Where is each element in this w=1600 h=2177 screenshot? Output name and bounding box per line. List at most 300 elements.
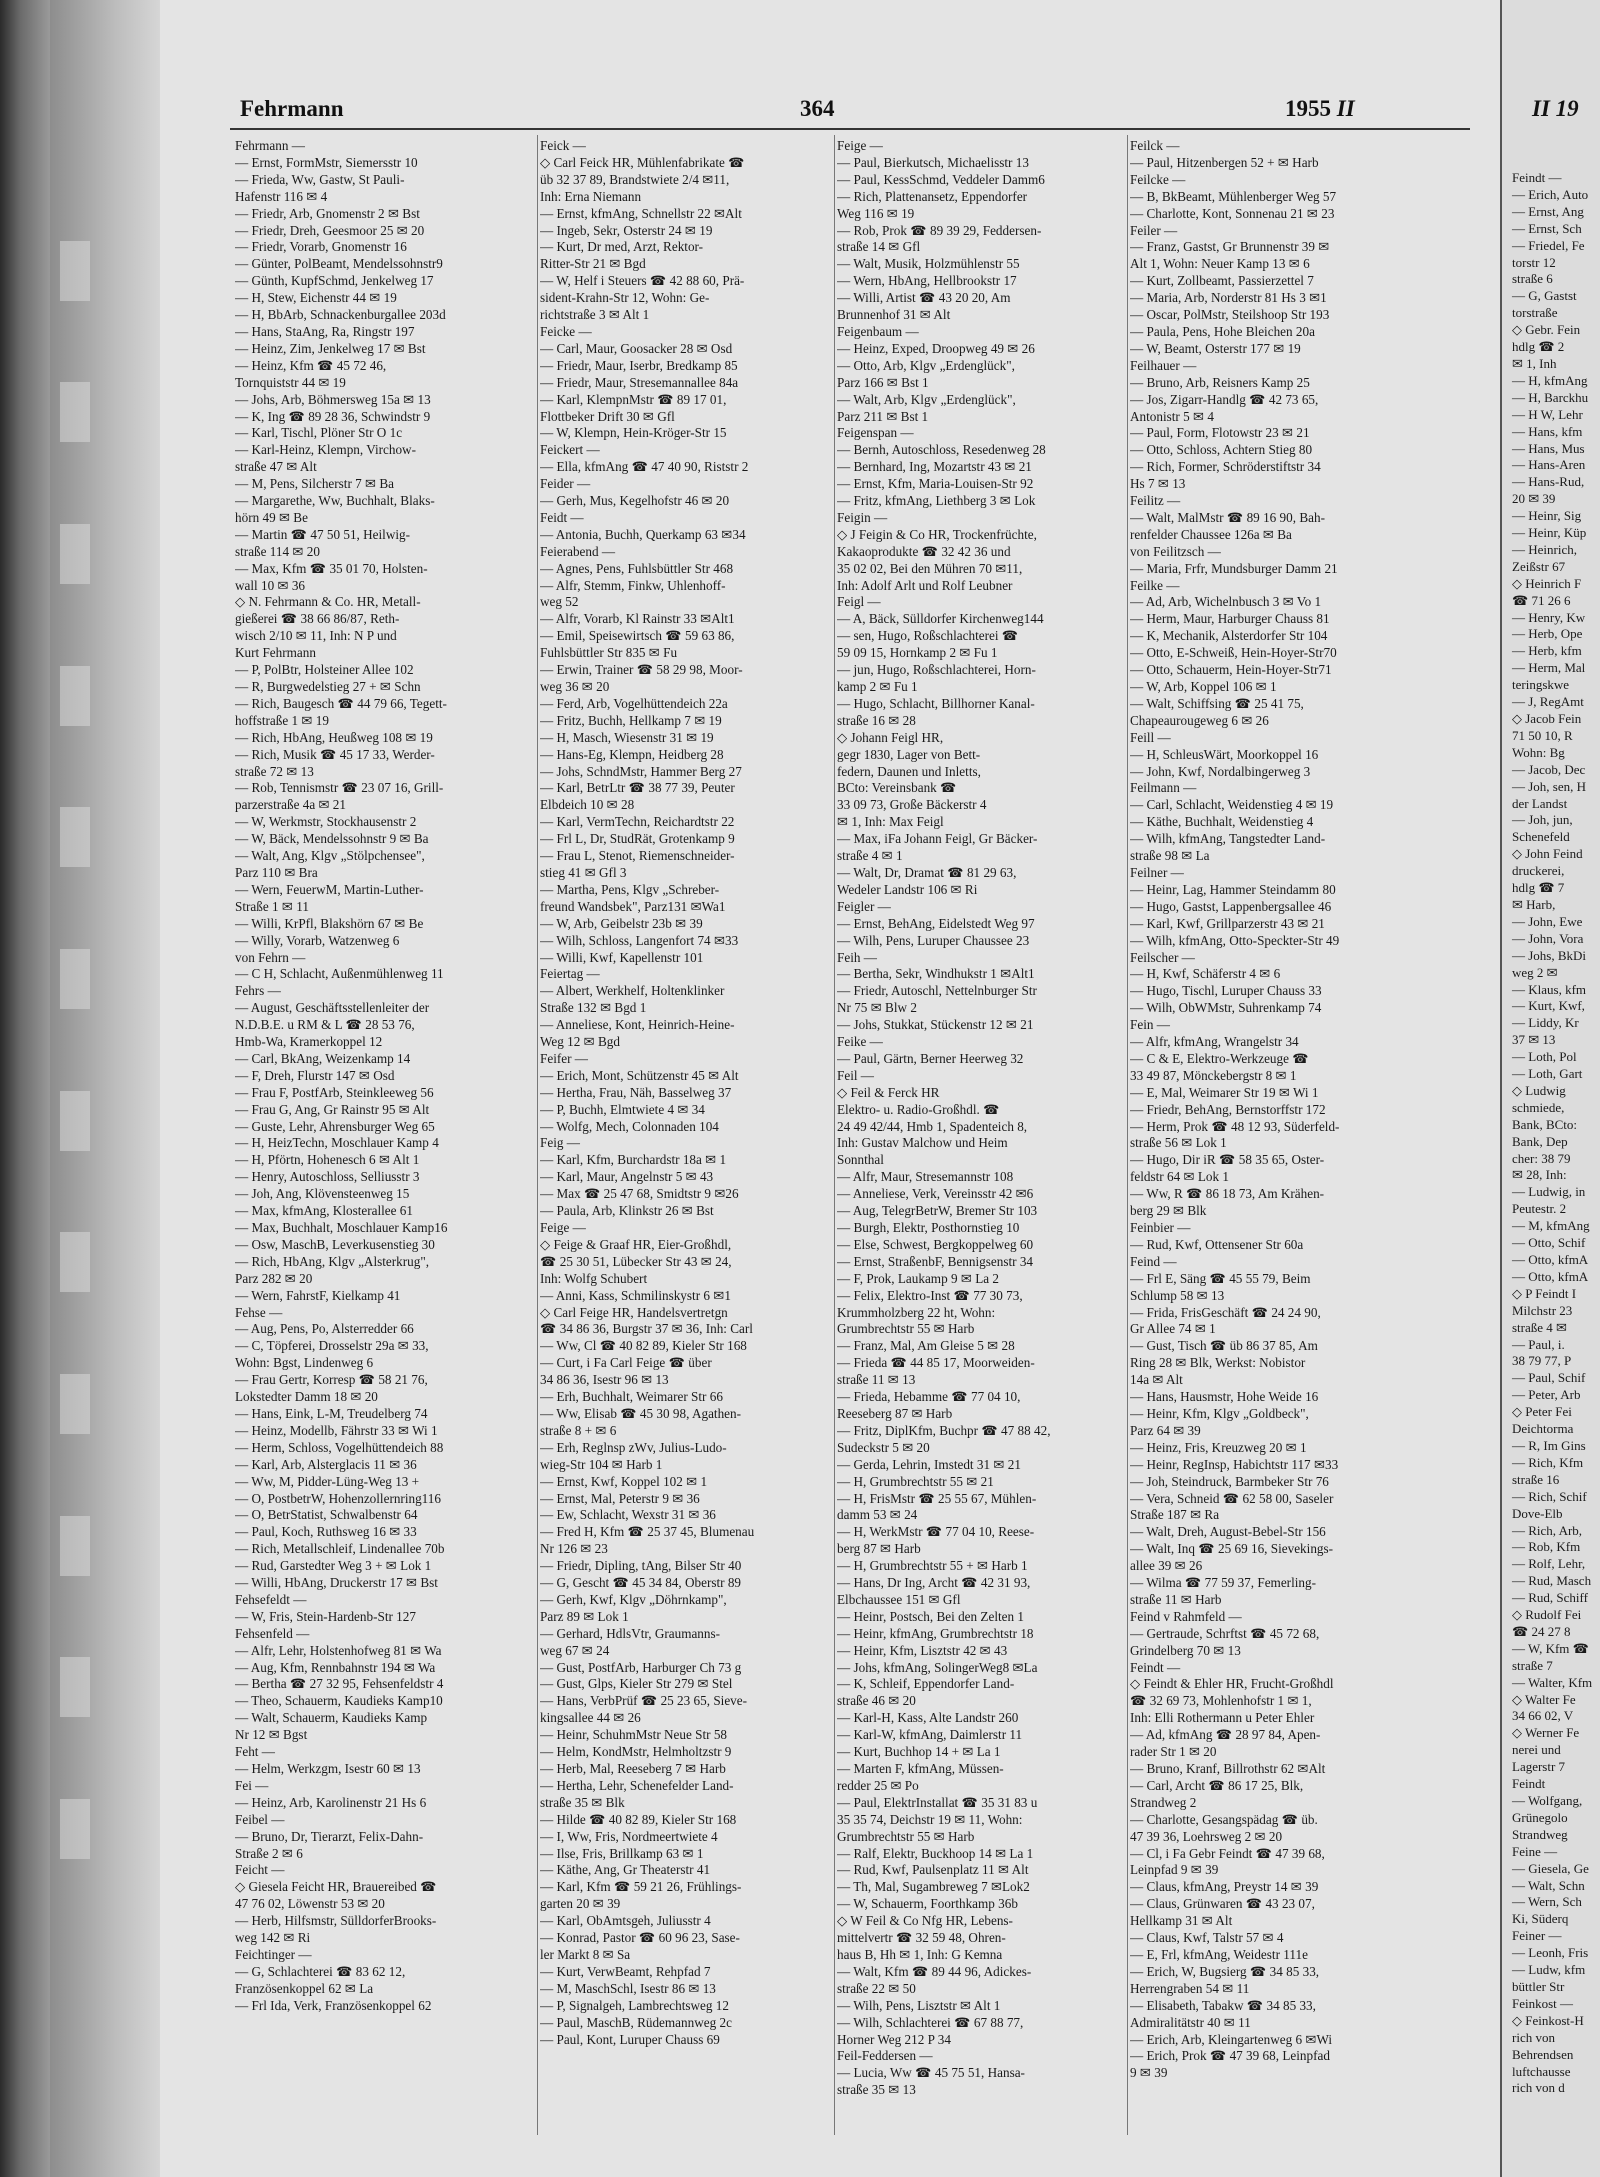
directory-entry-line: — jun, Hugo, Roßschlachterei, Horn- [837,662,1036,678]
directory-entry-line: — Rob, Prok ☎ 89 39 29, Feddersen- [837,222,1042,238]
directory-entry-line: — Helm, Werkzgm, Isestr 60 ✉ 13 [235,1761,421,1776]
directory-entry-line: ler Markt 8 ✉ Sa [540,1946,631,1962]
facing-entry-line: der Landst [1512,795,1568,811]
directory-entry-line: straße 35 ✉ Blk [540,1794,625,1810]
directory-entry-line: kamp 2 ✉ Fu 1 [837,679,918,694]
directory-entry-line: — Ww, M, Pidder-Lüng-Weg 13 + [235,1473,420,1489]
directory-entry-line: — Konrad, Pastor ☎ 60 96 23, Sase- [540,1930,740,1946]
facing-entry-line: — Ludw, kfm [1512,1962,1586,1978]
directory-entry-line: Parz 64 ✉ 39 [1130,1422,1201,1438]
directory-entry-line: — Anni, Kass, Schmilinskystr 6 ✉1 [540,1287,731,1303]
directory-entry-line: Feilner — [1130,864,1184,880]
directory-entry-line: — Fritz, Buchh, Hellkamp 7 ✉ 19 [540,712,722,728]
facing-entry-line: — Klaus, kfm [1512,981,1587,997]
directory-entry-line: — Heinz, Fris, Kreuzweg 20 ✉ 1 [1130,1439,1307,1455]
directory-entry-line: — Frida, FrisGeschäft ☎ 24 24 90, [1130,1304,1321,1320]
directory-entry-line: — Bertha, Sekr, Windhukstr 1 ✉Alt1 [837,966,1035,982]
facing-entry-line: Bank, Dep [1512,1133,1568,1149]
facing-entry-line: — Heinr, Küp [1512,525,1587,541]
directory-entry-line: Feibel — [235,1811,285,1827]
directory-entry-line: straße 14 ✉ Gfl [837,239,921,255]
directory-entry-line: — Paul, Bierkutsch, Michaelisstr 13 [837,154,1029,170]
directory-entry-line: — Heinz, Modellb, Fährstr 33 ✉ Wi 1 [235,1422,438,1438]
facing-entry-line: — John, Vora [1512,930,1584,946]
directory-entry-line: — Gerh, Mus, Kegelhofstr 46 ✉ 20 [540,493,730,509]
directory-entry-line: — Bruno, Kranf, Billrothstr 62 ✉Alt [1130,1761,1326,1776]
directory-entry-line: — Friedr, Maur, Stresemannallee 84a [540,374,739,390]
directory-entry-line: — Frl E, Säng ☎ 45 55 79, Beim [1130,1270,1311,1286]
directory-entry-line: 33 09 73, Große Bäckerstr 4 [837,797,987,813]
facing-entry-line: — Ludwig, in [1512,1184,1586,1200]
directory-entry-line: — Günter, PolBeamt, Mendelssohnstr9 [235,256,443,272]
directory-entry-line: — Walt, Arb, Klgv „Erdenglück", [837,391,1016,407]
facing-entry-line: — Joh, sen, H [1512,778,1587,794]
directory-entry-line: Feiertag — [540,966,600,982]
facing-entry-line: — Wolfgang, [1512,1793,1583,1808]
facing-entry-line: luftchausse [1512,2063,1571,2079]
facing-entry-line: — Wern, Sch [1512,1894,1582,1910]
directory-entry-line: — Paul, Form, Flotowstr 23 ✉ 21 [1130,425,1310,441]
facing-entry-line: ☎ 71 26 6 [1512,592,1571,608]
facing-entry-line: Zeißstr 67 [1512,558,1566,574]
directory-entry-line: — B, BkBeamt, Mühlenberger Weg 57 [1130,188,1337,204]
directory-entry-line: — K, Ing ☎ 89 28 36, Schwindstr 9 [235,408,431,424]
directory-entry-line: — Ernst, Kfm, Maria-Louisen-Str 92 [837,476,1034,492]
directory-entry-line: — Hans, Eink, L-M, Treudelberg 74 [235,1405,428,1421]
facing-entry-line: — Ernst, Sch [1512,220,1582,236]
directory-entry-line: 35 35 74, Deichstr 19 ✉ 11, Wohn: [837,1811,1023,1827]
directory-entry-line: — Hans, StaAng, Ra, Ringstr 197 [235,323,415,339]
directory-entry-line: — H, Stew, Eichenstr 44 ✉ 19 [235,290,397,306]
directory-entry-line: Alt 1, Wohn: Neuer Kamp 13 ✉ 6 [1130,256,1310,272]
directory-entry-line: straße 98 ✉ La [1130,848,1210,864]
directory-entry-line: freund Wandsbek", Parz131 ✉Wa1 [540,898,726,914]
directory-entry-line: — H, Pförtn, Hohenesch 6 ✉ Alt 1 [235,1152,420,1168]
directory-entry-line: — Johs, Stukkat, Stückenstr 12 ✉ 21 [837,1017,1034,1033]
directory-entry-line: — Heinr, Postsch, Bei den Zelten 1 [837,1608,1024,1624]
directory-entry-line: Feigenbaum — [837,323,919,339]
directory-entry-line: Horner Weg 212 P 34 [837,2031,951,2047]
directory-entry-line: — R, Burgwedelstieg 27 + ✉ Schn [235,679,421,694]
directory-entry-line: — Paula, Arb, Klinkstr 26 ✉ Bst [540,1203,714,1219]
directory-entry-line: — H, Masch, Wiesenstr 31 ✉ 19 [540,729,714,745]
directory-entry-line: — Walt, Schiffsing ☎ 25 41 75, [1130,695,1304,711]
facing-entry-line: hdlg ☎ 2 [1512,339,1565,355]
directory-entry-line: — Heinz, Arb, Karolinenstr 21 Hs 6 [235,1794,427,1810]
directory-entry-line: — G, Gescht ☎ 45 34 84, Oberstr 89 [540,1575,742,1591]
directory-entry-line: ☎ 25 30 51, Lübecker Str 43 ✉ 24, [540,1253,732,1269]
directory-entry-line: — Franz, Gastst, Gr Brunnenstr 39 ✉ [1130,239,1330,255]
directory-entry-line: — Hilde ☎ 40 82 89, Kieler Str 168 [540,1811,737,1827]
directory-entry-line: — Agnes, Pens, Fuhlsbüttler Str 468 [540,560,734,576]
directory-entry-line: Nr 75 ✉ Blw 2 [837,1000,917,1016]
directory-entry-line: — Friedr, BehAng, Bernstorffstr 172 [1130,1101,1326,1117]
directory-entry-line: — Kurt, Zollbeamt, Passierzettel 7 [1130,273,1314,289]
directory-entry-line: — Karl, Arb, Alsterglacis 11 ✉ 36 [235,1456,417,1472]
directory-entry-line: Feill — [1130,729,1171,745]
directory-entry-line: — C H, Schlacht, Außenmühlenweg 11 [235,966,444,982]
directory-entry-line: — Paul, ElektrInstallat ☎ 35 31 83 u [837,1794,1038,1810]
directory-entry-line: — Fritz, kfmAng, Liethberg 3 ✉ Lok [837,493,1036,509]
directory-entry-line: — P, Buchh, Elmtwiete 4 ✉ 34 [540,1101,705,1117]
facing-entry-line: ◇ Feinkost-H [1512,2012,1584,2028]
directory-entry-line: feldstr 64 ✉ Lok 1 [1130,1169,1229,1185]
directory-entry-line: — Frau L, Stenot, Riemenschneider- [540,848,735,864]
directory-entry-line: — W, Werkmstr, Stockhausenstr 2 [235,814,417,830]
facing-entry-line: — Johs, BkDi [1512,947,1587,963]
directory-entry-line: — Paula, Pens, Hohe Bleichen 20a [1130,323,1315,339]
directory-entry-line: ◇ Carl Feick HR, Mühlenfabrikate ☎ [540,154,745,170]
facing-entry-line: druckerei, [1512,863,1565,879]
facing-entry-line: — Heinrich, [1512,541,1577,557]
directory-entry-line: — Käthe, Ang, Gr Theaterstr 41 [540,1862,711,1878]
directory-entry-line: — Anneliese, Kont, Heinrich-Heine- [540,1017,735,1033]
directory-entry-line: ✉ 1, Inh: Max Feigl [837,814,944,830]
facing-entry-line: ◇ Walter Fe [1512,1691,1576,1707]
directory-entry-line: Grumbrechtstr 55 ✉ Harb [837,1321,975,1337]
directory-entry-line: — Martin ☎ 47 50 51, Heilwig- [235,526,411,542]
directory-entry-line: Flottbeker Drift 30 ✉ Gfl [540,408,675,424]
directory-entry-line: 14a ✉ Alt [1130,1372,1183,1388]
directory-entry-line: straße 16 ✉ 28 [837,712,916,728]
directory-entry-line: — Rich, Former, Schröderstiftstr 34 [1130,459,1321,475]
facing-page-head: II 19 [1532,96,1579,121]
directory-entry-line: — Ralf, Elektr, Buckhoop 14 ✉ La 1 [837,1845,1034,1861]
directory-entry-line: — H, Kwf, Schäferstr 4 ✉ 6 [1130,966,1281,982]
directory-entry-line: — Hertha, Frau, Näh, Basselweg 37 [540,1084,732,1100]
directory-entry-line: — Charlotte, Gesangspädag ☎ üb. [1130,1811,1318,1827]
directory-entry-line: Schlump 58 ✉ 13 [1130,1287,1225,1303]
directory-entry-line: Elektro- u. Radio-Großhdl. ☎ [837,1101,1000,1117]
directory-entry-line: garten 20 ✉ 39 [540,1896,621,1912]
directory-entry-line: — Otto, Arb, Klgv „Erdenglück", [837,357,1015,373]
directory-entry-line: federn, Daunen und Inletts, [837,763,981,779]
directory-entry-line: — Max, iFa Johann Feigl, Gr Bäcker- [837,831,1038,847]
directory-entry-line: — Johs, SchndMstr, Hammer Berg 27 [540,763,742,779]
directory-entry-line: — Walt, Ang, Klgv „Stölpchensee", [235,848,425,864]
directory-entry-line: — Bernhard, Ing, Mozartstr 43 ✉ 21 [837,459,1032,475]
directory-entry-line: Feilck — [1130,138,1180,153]
directory-entry-line: — Wilh, Schloss, Langenfort 74 ✉33 [540,932,739,948]
facing-entry-line: Dove-Elb [1512,1505,1563,1521]
directory-entry-line: Feifer — [540,1050,588,1066]
directory-entry-line: — H, HeizTechn, Moschlauer Kamp 4 [235,1135,439,1151]
directory-entry-line: — Rich, HbAng, Heußweg 108 ✉ 19 [235,729,433,745]
directory-entry-line: rader Str 1 ✉ 20 [1130,1744,1217,1760]
directory-entry-line: — Curt, i Fa Carl Feige ☎ über [540,1355,712,1371]
directory-entry-line: — Karl, Tischl, Plöner Str O 1c [235,425,403,441]
directory-entry-line: — Heinz, Exped, Droopweg 49 ✉ 26 [837,340,1035,356]
facing-entry-line: — Rud, Schiff [1512,1590,1588,1606]
facing-entry-line: — Otto, Schif [1512,1235,1586,1251]
directory-entry-line: Inh: Adolf Arlt und Rolf Leubner [837,577,1013,593]
directory-entry-line: Hafenstr 116 ✉ 4 [235,188,328,204]
directory-entry-line: — E, Frl, kfmAng, Weidestr 111e [1130,1946,1308,1962]
directory-entry-line: — A, Bäck, Sülldorfer Kirchenweg144 [837,611,1044,627]
facing-entry-line: — Rich, Schif [1512,1488,1587,1504]
directory-entry-line: Gr Allee 74 ✉ 1 [1130,1321,1216,1337]
directory-entry-line: berg 29 ✉ Blk [1130,1203,1207,1219]
directory-entry-line: — Th, Mal, Sugambreweg 7 ✉Lok2 [837,1879,1030,1895]
directory-entry-line: — Rob, Tennismstr ☎ 23 07 16, Grill- [235,780,444,796]
directory-entry-line: — H, Grumbrechtstr 55 ✉ 21 [837,1473,994,1489]
facing-entry-line: 71 50 10, R [1512,727,1573,743]
directory-entry-line: kingsallee 44 ✉ 26 [540,1710,641,1726]
directory-entry-line: — Heinz, Kfm ☎ 45 72 46, [235,357,387,373]
directory-entry-line: — Wilh, kfmAng, Otto-Speckter-Str 49 [1130,932,1340,948]
facing-entry-line: — G, Gastst [1512,288,1577,304]
directory-entry-line: Feige — [540,1220,586,1235]
facing-entry-line: — Otto, kfmA [1512,1268,1589,1284]
directory-entry-line: straße 72 ✉ 13 [235,763,314,779]
directory-entry-line: Feigl — [837,594,881,610]
facing-entry-line: ✉ 1, Inh [1512,355,1557,371]
directory-entry-line: Feilke — [1130,577,1180,593]
directory-entry-line: straße 22 ✉ 50 [837,1980,916,1996]
directory-entry-line: Inh: Elli Rothermann u Peter Ehler [1130,1710,1315,1726]
facing-entry-line: — Henry, Kw [1512,609,1586,625]
facing-entry-line: straße 7 [1512,1657,1553,1673]
directory-entry-line: — Carl, Schlacht, Weidenstieg 4 ✉ 19 [1130,797,1334,813]
directory-entry-line: 33 49 87, Mönckebergstr 8 ✉ 1 [1130,1067,1297,1083]
directory-entry-line: — K, Schleif, Eppendorfer Land- [837,1676,1015,1692]
directory-entry-line: — Friedr, Arb, Gnomenstr 2 ✉ Bst [235,205,420,221]
directory-entry-line: — Walt, Inq ☎ 25 69 16, Sievekings- [1130,1541,1334,1557]
running-head-name: Fehrmann [240,96,344,121]
directory-entry-line: — Rud, Kwf, Paulsenplatz 11 ✉ Alt [837,1862,1029,1878]
facing-entry-line: Feindt — [1512,170,1562,185]
facing-entry-line: straße 6 [1512,271,1553,287]
directory-entry-line: hörn 49 ✉ Be [235,509,308,525]
facing-entry-line: — Friedel, Fe [1512,237,1585,253]
header-rule [230,128,1470,130]
directory-entry-line: — Karl, BetrLtr ☎ 38 77 39, Peuter [540,780,735,796]
directory-entry-line: — Aug, Pens, Po, Alsterredder 66 [235,1321,414,1337]
directory-entry-line: Parz 89 ✉ Lok 1 [540,1608,629,1624]
directory-entry-line: — Günth, KupfSchmd, Jenkelweg 17 [235,273,434,289]
directory-entry-line: — Willi, Artist ☎ 43 20 20, Am [837,290,1011,306]
directory-entry-line: gegr 1830, Lager von Bett- [837,746,981,762]
directory-entry-line: Fei — [235,1777,269,1793]
facing-entry-line: Feiner — [1512,1928,1562,1944]
directory-entry-line: — Frl Ida, Verk, Französenkoppel 62 [235,1997,432,2013]
directory-entry-line: N.D.B.E. u RM & L ☎ 28 53 76, [235,1017,415,1033]
directory-entry-line: Feichtinger — [235,1946,312,1962]
directory-entry-line: Feicht — [235,1862,285,1878]
directory-entry-line: — H, BbArb, Schnackenburgallee 203d [235,307,446,323]
directory-entry-line: — Hans, VerbPrüf ☎ 25 23 65, Sieve- [540,1693,748,1709]
directory-entry-line: — Max ☎ 25 47 68, Smidtstr 9 ✉26 [540,1186,739,1202]
directory-entry-line: Grindelberg 70 ✉ 13 [1130,1642,1241,1658]
directory-column-3 [837,138,1134,2099]
directory-entry-line: — Herm, Maur, Harburger Chauss 81 [1130,611,1330,627]
running-head-year: 1955 II [1285,96,1355,121]
directory-entry-line: — Heinr, Kfm, Lisztstr 42 ✉ 43 [837,1642,1008,1658]
directory-entry-line: — Herm, Prok ☎ 48 12 93, Süderfeld- [1130,1118,1340,1134]
directory-entry-line: Sudeckstr 5 ✉ 20 [837,1439,930,1455]
directory-entry-line: ◇ Giesela Feicht HR, Brauereibed ☎ [235,1879,437,1895]
directory-entry-line: — Wilh, Pens, Luruper Chaussee 23 [837,932,1030,948]
directory-entry-line: Kurt Fehrmann [235,645,316,661]
directory-entry-line: — Frau Gertr, Korresp ☎ 58 21 76, [235,1372,428,1388]
directory-entry-line: straße 35 ✉ 13 [837,2082,916,2098]
directory-entry-line: straße 8 + ✉ 6 [540,1422,617,1438]
directory-entry-line: — M, MaschSchl, Isestr 86 ✉ 13 [540,1980,716,1996]
directory-entry-line: — Gust, PostfArb, Harburger Ch 73 g [540,1659,742,1675]
directory-entry-line: — Felix, Elektro-Inst ☎ 77 30 73, [837,1287,1023,1303]
directory-entry-line: — Ella, kfmAng ☎ 47 40 90, Riststr 2 [540,459,749,475]
directory-entry-line: Feigenspan — [837,425,914,441]
directory-entry-line: — Wilma ☎ 77 59 37, Femerling- [1130,1575,1316,1591]
facing-entry-line: weg 2 ✉ [1512,964,1558,980]
directory-entry-line: von Feilitzsch — [1130,543,1221,559]
facing-entry-line: ◇ Rudolf Fei [1512,1607,1582,1623]
directory-entry-line: — Paul, Gärtn, Berner Heerweg 32 [837,1050,1024,1066]
facing-page-fragment [1500,0,1600,2177]
directory-entry-line: — Wern, FahrstF, Kielkamp 41 [235,1287,401,1303]
directory-entry-line: — Heinr, kfmAng, Grumbrechtstr 18 [837,1625,1034,1641]
spine-stamp [52,200,98,1900]
facing-entry-line: ◇ Ludwig [1512,1082,1566,1098]
directory-entry-line: — Max, Buchhalt, Moschlauer Kamp16 [235,1220,448,1235]
directory-entry-line: — Theo, Schauerm, Kaudieks Kamp10 [235,1693,443,1709]
directory-entry-line: ☎ 32 69 73, Mohlenhofstr 1 ✉ 1, [1130,1693,1312,1709]
facing-entry-line: — M, kfmAng [1512,1218,1590,1234]
directory-entry-line: 47 76 02, Löwenstr 53 ✉ 20 [235,1896,385,1912]
directory-entry-line: — W, Arb, Koppel 106 ✉ 1 [1130,679,1277,694]
directory-entry-line: — Johs, kfmAng, SolingerWeg8 ✉La [837,1659,1038,1675]
directory-entry-line: — Henry, Autoschloss, Selliusstr 3 [235,1169,420,1185]
directory-entry-line: Feht — [235,1744,275,1760]
directory-entry-line: Admiralitätstr 40 ✉ 11 [1130,2014,1251,2030]
directory-entry-line: Fehsefeldt — [235,1591,307,1607]
directory-entry-line: Feicke — [540,323,592,339]
facing-entry-line: Strandweg [1512,1826,1568,1842]
directory-entry-line: Ritter-Str 21 ✉ Bgd [540,256,646,272]
directory-entry-line: Weg 12 ✉ Bgd [540,1034,620,1050]
facing-entry-line: — Erich, Auto [1512,186,1589,202]
directory-entry-line: — Aug, TelegrBetrW, Bremer Str 103 [837,1203,1038,1219]
directory-entry-line: — Ernst, BehAng, Eidelstedt Weg 97 [837,915,1035,931]
directory-entry-line: — Rich, HbAng, Klgv „Alsterkrug", [235,1253,430,1269]
facing-entry-line: ✉ Harb, [1512,896,1556,912]
directory-entry-line: Feick — [540,138,586,153]
directory-entry-line: — Heinz, Zim, Jenkelweg 17 ✉ Bst [235,340,426,356]
facing-entry-line: 38 79 77, P [1512,1353,1572,1369]
facing-entry-line: — Loth, Gart [1512,1066,1583,1082]
directory-entry-line: Inh: Wolfg Schubert [540,1270,648,1286]
directory-entry-line: — Herb, Hilfsmstr, SülldorferBrooks- [235,1913,437,1929]
directory-entry-line: 35 02 02, Bei den Mühren 70 ✉11, [837,560,1023,576]
directory-entry-line: — W, Bäck, Mendelssohnstr 9 ✉ Ba [235,831,429,847]
directory-entry-line: — Jos, Zigarr-Handlg ☎ 42 73 65, [1130,391,1319,407]
directory-entry-line: — Gust, Glps, Kieler Str 279 ✉ Stel [540,1676,733,1692]
directory-entry-line: — Bernh, Autoschloss, Resedenweg 28 [837,442,1046,458]
directory-entry-line: — Emil, Speisewirtsch ☎ 59 63 86, [540,628,735,644]
directory-entry-line: — Max, kfmAng, Klosterallee 61 [235,1203,413,1219]
directory-entry-line: ◇ Feige & Graaf HR, Eier-Großhdl, [540,1236,732,1252]
directory-entry-line: Elbdeich 10 ✉ 28 [540,797,635,813]
facing-entry-line: — Hans-Rud, [1512,474,1585,490]
directory-entry-line: Feigin — [837,509,888,525]
facing-entry-line: — Walter, Kfm [1512,1674,1593,1690]
directory-entry-line: — Burgh, Elektr, Posthornstieg 10 [837,1220,1020,1235]
directory-entry-line: 24 49 42/44, Hmb 1, Spadenteich 8, [837,1118,1028,1134]
directory-entry-line: — Karl, VermTechn, Reichardtstr 22 [540,814,735,830]
facing-entry-line: — Rob, Kfm [1512,1539,1581,1555]
directory-entry-line: — Frieda, Ww, Gastw, St Pauli- [235,171,405,187]
directory-entry-line: ◇ J Feigin & Co HR, Trockenfrüchte, [837,526,1037,542]
directory-entry-line: ☎ 34 86 36, Burgstr 37 ✉ 36, Inh: Carl [540,1321,753,1337]
facing-entry-line: — Heinr, Sig [1512,508,1582,524]
directory-entry-line: — Hans-Eg, Klempn, Heidberg 28 [540,746,724,762]
directory-entry-line: — Paul, Hitzenbergen 52 + ✉ Harb [1130,154,1319,170]
facing-entry-line: nerei und [1512,1742,1561,1758]
scan-shadow [0,0,50,2177]
directory-entry-line: — F, Prok, Laukamp 9 ✉ La 2 [837,1270,999,1286]
directory-entry-line: — Frl L, Dr, StudRät, Grotenkamp 9 [540,831,735,847]
directory-entry-line: Feilscher — [1130,949,1195,965]
directory-entry-line: — Helm, KondMstr, Helmholtzstr 9 [540,1744,732,1760]
directory-entry-line: — Karl, Maur, Angelnstr 5 ✉ 43 [540,1169,714,1185]
directory-entry-line: — Ernst, StraßenbF, Bennigsenstr 34 [837,1253,1034,1269]
directory-entry-line: — sen, Hugo, Roßschlachterei ☎ [837,628,1019,644]
facing-entry-line: straße 4 ✉ [1512,1319,1567,1335]
facing-entry-line: torstr 12 [1512,254,1556,270]
directory-entry-line: — Karl, ObAmtsgeh, Juliusstr 4 [540,1913,711,1929]
directory-entry-line: Fehrs — [235,983,281,999]
directory-entry-line: weg 67 ✉ 24 [540,1642,610,1658]
directory-entry-line: — Hertha, Lehr, Schenefelder Land- [540,1777,734,1793]
facing-entry-line: — J, RegAmt [1512,694,1584,710]
directory-entry-line: — Rich, Metallschleif, Lindenallee 70b [235,1541,445,1557]
facing-entry-line: ◇ Werner Fe [1512,1725,1580,1741]
directory-entry-line: Wohn: Bgst, Lindenweg 6 [235,1355,374,1371]
directory-entry-line: damm 53 ✉ 24 [837,1507,918,1523]
directory-entry-line: — Friedr, Autoschl, Nettelnburger Str [837,983,1037,999]
directory-entry-line: — Ww, Elisab ☎ 45 30 98, Agathen- [540,1405,742,1421]
directory-entry-line: weg 36 ✉ 20 [540,679,610,694]
directory-entry-line: — Wilh, Pens, Lisztstr ✉ Alt 1 [837,1997,1001,2013]
directory-entry-line: Feih — [837,949,877,965]
directory-entry-line: — Else, Schwest, Bergkoppelweg 60 [837,1236,1034,1252]
directory-entry-line: Feige — [837,138,883,153]
directory-entry-line: — Karl-W, kfmAng, Daimlerstr 11 [837,1727,1023,1743]
directory-entry-line: — Guste, Lehr, Ahrensburger Weg 65 [235,1118,435,1134]
directory-entry-line: berg 87 ✉ Harb [837,1541,921,1557]
facing-entry-line: ◇ Gebr. Fein [1512,322,1581,338]
facing-entry-line: 37 ✉ 13 [1512,1032,1556,1048]
column-divider [537,135,538,2135]
directory-entry-line: Straße 187 ✉ Ra [1130,1507,1220,1523]
facing-entry-line: — Leonh, Fris [1512,1945,1589,1961]
directory-entry-line: — H, SchleusWärt, Moorkoppel 16 [1130,746,1319,762]
directory-entry-line: — W, Beamt, Osterstr 177 ✉ 19 [1130,340,1301,356]
directory-entry-line: ◇ Feil & Ferck HR [837,1084,940,1100]
directory-entry-line: — Erich, Mont, Schützenstr 45 ✉ Alt [540,1067,739,1083]
directory-entry-line: — Ernst, Kwf, Koppel 102 ✉ 1 [540,1473,708,1489]
directory-entry-line: — Rich, Plattenansetz, Eppendorfer [837,188,1028,204]
directory-entry-line: — W, Klempn, Hein-Kröger-Str 15 [540,425,727,441]
directory-entry-line: — Erich, Prok ☎ 47 39 68, Leinpfad [1130,2048,1330,2064]
directory-entry-line: — Herm, Schloss, Vogelhüttendeich 88 [235,1439,444,1455]
directory-entry-line: — August, Geschäftsstellenleiter der [235,1000,430,1016]
directory-entry-line: — Heinr, Lag, Hammer Steindamm 80 [1130,881,1336,897]
directory-entry-line: — Frau G, Ang, Gr Rainstr 95 ✉ Alt [235,1101,430,1117]
directory-entry-line: — Claus, kfmAng, Preystr 14 ✉ 39 [1130,1879,1319,1895]
directory-entry-line: straße 56 ✉ Lok 1 [1130,1135,1227,1151]
directory-entry-line: — Erich, W, Bugsierg ☎ 34 85 33, [1130,1963,1320,1979]
